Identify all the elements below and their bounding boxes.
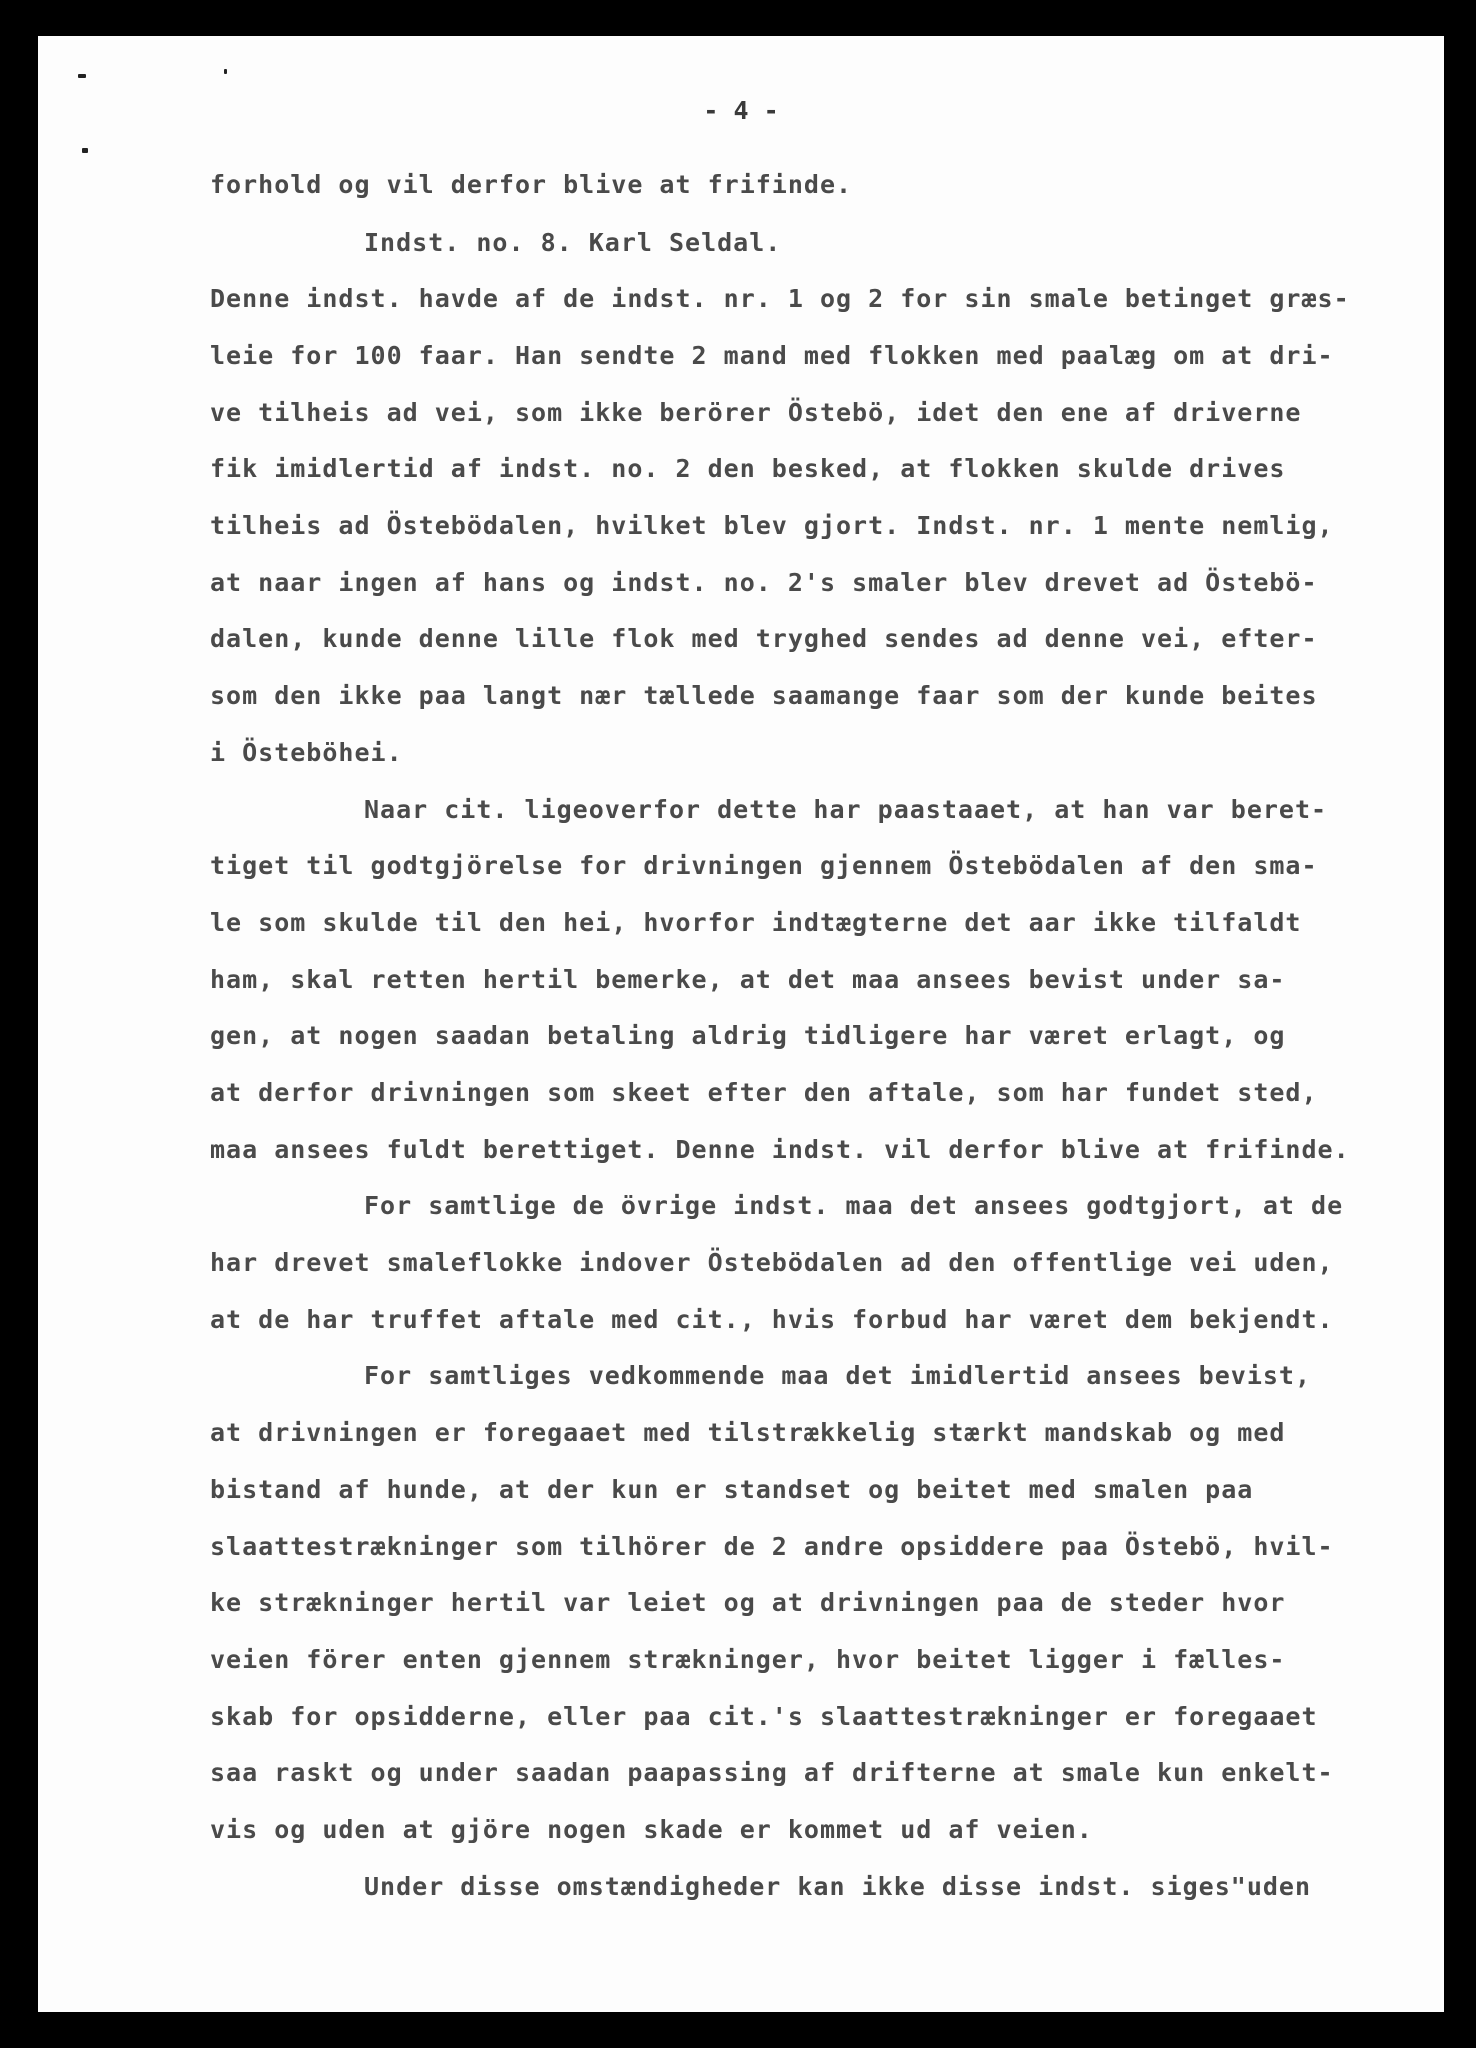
text-line: For samtlige de övrige indst. maa det ansees godtgjort, at de	[364, 1191, 1344, 1220]
text-line: gen, at nogen saadan betaling aldrig tidligere har været erlagt, og	[210, 1021, 1286, 1050]
text-line: le som skulde til den hei, hvorfor indtægterne det aar ikke tilfaldt	[210, 908, 1302, 937]
section-heading: Indst. no. 8. Karl Seldal.	[364, 228, 782, 257]
text-line: tilheis ad Östebödalen, hvilket blev gjort. Indst. nr. 1 mente nemlig,	[210, 511, 1334, 540]
text-line: tiget til godtgjörelse for drivningen gjennem Östebödalen af den sma-	[210, 851, 1318, 880]
text-line: at drivningen er foregaaet med tilstrækkelig stærkt mandskab og med	[210, 1418, 1286, 1447]
page-number: - 4 -	[703, 96, 779, 125]
text-line: som den ikke paa langt nær tællede saamange faar som der kunde beites	[210, 681, 1318, 710]
text-line: skab for opsidderne, eller paa cit.'s slaattestrækninger er foregaaet	[210, 1702, 1318, 1731]
text-line: veien förer enten gjennem strækninger, hvor beitet ligger i fælles-	[210, 1645, 1286, 1674]
text-line: ke strækninger hertil var leiet og at drivningen paa de steder hvor	[210, 1588, 1286, 1617]
binder-hole-mark	[78, 74, 86, 78]
text-line: fik imidlertid af indst. no. 2 den besked, at flokken skulde drives	[210, 454, 1286, 483]
text-line: ham, skal retten hertil bemerke, at det maa ansees bevist under sa-	[210, 965, 1286, 994]
text-line: har drevet smaleflokke indover Östebödalen ad den offentlige vei uden,	[210, 1248, 1334, 1277]
text-line: For samtliges vedkommende maa det imidlertid ansees bevist,	[364, 1361, 1312, 1390]
binder-hole-mark	[224, 69, 227, 74]
text-line: Naar cit. ligeoverfor dette har paastaaet, at han var beret-	[364, 795, 1328, 824]
text-line: slaattestrækninger som tilhörer de 2 andre opsiddere paa Östebö, hvil-	[210, 1532, 1334, 1561]
text-line: dalen, kunde denne lille flok med tryghed sendes ad denne vei, efter-	[210, 624, 1318, 653]
text-line: Denne indst. havde af de indst. nr. 1 og 2 for sin smale betinget græs-	[210, 284, 1350, 313]
document-page	[38, 36, 1444, 2012]
text-line: at de har truffet aftale med cit., hvis forbud har været dem bekjendt.	[210, 1305, 1334, 1334]
text-line: vis og uden at gjöre nogen skade er kommet ud af veien.	[210, 1815, 1093, 1844]
text-line: bistand af hunde, at der kun er standset og beitet med smalen paa	[210, 1475, 1254, 1504]
text-line: i Östeböhei.	[210, 738, 403, 767]
binder-hole-mark	[82, 148, 88, 153]
text-line: at derfor drivningen som skeet efter den aftale, som har fundet sted,	[210, 1078, 1318, 1107]
text-line: leie for 100 faar. Han sendte 2 mand med flokken med paalæg om at dri-	[210, 341, 1334, 370]
text-line: maa ansees fuldt berettiget. Denne indst. vil derfor blive at frifinde.	[210, 1135, 1350, 1164]
text-line: at naar ingen af hans og indst. no. 2's smaler blev drevet ad Östebö-	[210, 568, 1318, 597]
text-line: Under disse omstændigheder kan ikke disse indst. siges"uden	[364, 1872, 1312, 1901]
text-line: saa raskt og under saadan paapassing af drifterne at smale kun enkelt-	[210, 1758, 1334, 1787]
text-line: forhold og vil derfor blive at frifinde.	[210, 170, 853, 199]
text-line: ve tilheis ad vei, som ikke berörer Östebö, idet den ene af driverne	[210, 398, 1302, 427]
